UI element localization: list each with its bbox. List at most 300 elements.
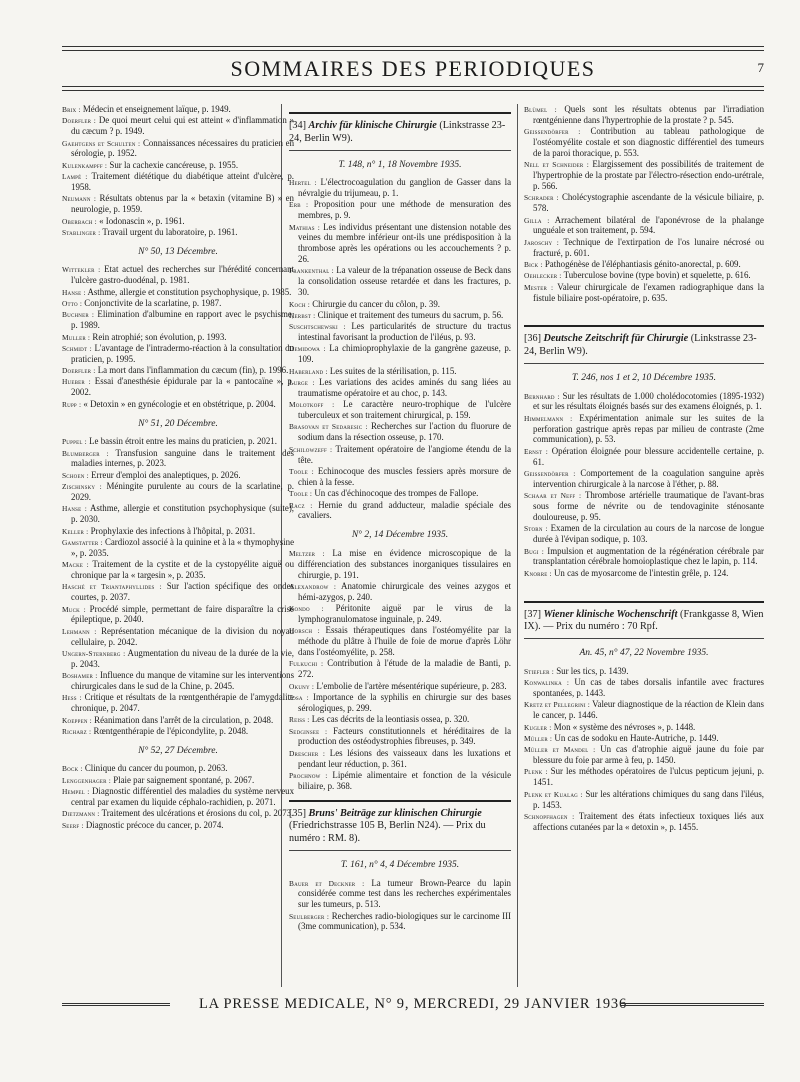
article-entry — [524, 270, 764, 281]
article-author: Bock : — [62, 764, 83, 774]
article-entry — [62, 692, 294, 714]
article-title: Lipémie alimentaire et fonction de la vésicule biliaire, p. 368. — [298, 769, 512, 791]
article-entry — [62, 503, 294, 525]
journal-number: [37] — [524, 608, 541, 620]
article-author: Lampé : — [62, 172, 88, 182]
article-entry — [524, 766, 764, 788]
journal-heading — [289, 800, 511, 851]
article-author: Okuny : — [289, 681, 315, 691]
article-author: Hempel : — [62, 787, 90, 797]
issue-heading: T. 148, n° 1, 18 Novembre 1935. — [338, 159, 462, 170]
article-entry — [524, 391, 764, 413]
footer-rule-right — [620, 1003, 764, 1006]
article-title: Péritonite aiguë par le virus de la lymphogranulomatose inguinale, p. 249. — [298, 603, 511, 624]
entry-list — [62, 763, 294, 830]
article-title: Traitement des ulcérations et érosions du col, p. 2073. — [101, 808, 294, 819]
article-entry — [289, 726, 511, 748]
page-number: 7 — [757, 60, 764, 75]
article-author: Doerfler : — [62, 116, 97, 126]
entry-list — [289, 177, 511, 521]
article-author: Koch : — [289, 299, 310, 309]
article-author: Mathias : — [289, 222, 320, 232]
article-title: Elargissement des possibilités de traitement de l'hypertrophie de la prostate par l'électro-résection endo-urétrale, p. 566. — [533, 159, 764, 192]
article-title: Les lésions des vaisseaux dans les luxations et pendant leur réduction, p. 361. — [298, 747, 512, 769]
article-author: Hasché et Triantaphyllides : — [62, 582, 162, 592]
article-entry — [524, 446, 764, 468]
article-author: Himmelmann : — [524, 413, 573, 423]
journal-address: (Frankgasse 8, Wien IX). — Prix du numéro : 70 Rpf. — [524, 608, 764, 633]
article-title: Sur les tics, p. 1439. — [556, 665, 629, 676]
article-author: Seulberger : — [289, 911, 330, 921]
article-title: Expérimentation animale sur les suites de la perforation gastrique après repas par milieu de contraste (2me communication), p. 53. — [533, 412, 764, 445]
article-entry — [62, 820, 294, 831]
article-author: Demidowa : — [289, 344, 326, 354]
article-entry — [524, 413, 764, 446]
article-entry — [62, 332, 294, 343]
article-title: Arrachement bilatéral de l'aponévrose de la phalange unguéale et son traitement, p. 594. — [533, 214, 764, 236]
article-title: Technique de l'extirpation de l'os lunaire nécrosé ou fracturé, p. 601. — [533, 236, 765, 258]
article-title: Le caractère neuro-trophique de l'ulcère tuberculeux et son traitement chirurgical, p. 159. — [298, 399, 511, 421]
article-entry — [62, 763, 294, 774]
article-entry — [62, 104, 294, 115]
article-entry — [524, 259, 764, 270]
article-author: Rupp : — [62, 399, 82, 409]
article-title: Thrombose artérielle traumatique de l'avant-bras sous forme de névrite ou de tendovaginite sténosante douloureuse, p. 95. — [533, 490, 764, 522]
article-author: Gamstatter : — [62, 537, 103, 547]
article-entry — [62, 581, 294, 603]
article-author: Meltzer : — [289, 548, 325, 558]
entry-list — [524, 391, 764, 579]
article-entry — [524, 699, 764, 721]
article-entry — [524, 237, 764, 259]
article-author: Alexandrow : — [289, 581, 337, 591]
article-title: « Detoxin » en gynécologie et en obstétrique, p. 2004. — [83, 398, 276, 409]
article-entry — [289, 878, 511, 911]
article-title: Un cas de myosarcome de l'intestin grêle, p. 124. — [554, 567, 729, 578]
entry-list — [62, 264, 294, 409]
column-divider-2 — [517, 104, 518, 987]
article-title: Impulsion et augmentation de la régénération cérébrale par transplantation cérébrale homoioplastique chez le lapin, p. 114. — [533, 545, 765, 567]
article-author: Muller : — [62, 332, 91, 342]
article-title: Elimination d'albumine en rapport avec le psychisme, p. 1989. — [71, 309, 295, 331]
article-author: Lurge : — [289, 378, 315, 388]
article-entry — [289, 321, 511, 343]
article-author: Gilla : — [524, 215, 550, 225]
article-author: Molotkoff : — [289, 400, 335, 410]
article-title: La chimioprophylaxie de la gangrène gazeuse, p. 109. — [298, 343, 512, 365]
article-title: Contribution au tableau pathologique de l'ostéomyélite costale et son diagnostic différentiel des tumeurs de la paroi thoracique, p. 553. — [533, 126, 764, 158]
article-entry — [289, 625, 511, 658]
article-title: Etat actuel des recherches sur l'hérédité concernant l'ulcère gastro-duodénal, p. 1981. — [71, 264, 294, 286]
article-author: Seerf : — [62, 820, 84, 830]
article-author: Nell et Schneider : — [524, 160, 589, 170]
article-entry — [62, 808, 294, 819]
article-entry — [524, 104, 764, 126]
article-title: Tuberculose bovine (type bovin) et squelette, p. 616. — [563, 270, 751, 281]
article-entry — [524, 192, 764, 214]
article-title: Résultats obtenus par la « betaxin (vitamine B) » en neurologie, p. 1959. — [71, 193, 294, 215]
header-top-rule-2 — [62, 50, 764, 51]
article-title: Valeur diagnostique de la réaction de Klein dans le cancer, p. 1446. — [533, 699, 764, 721]
article-title: Asthme, allergie et constitution psychophysique (suite), p. 2030. — [71, 503, 294, 525]
column-1 — [62, 104, 294, 831]
article-author: Koeppen : — [62, 715, 92, 725]
article-author: Bick : — [524, 260, 543, 270]
article-title: L'avantage de l'intradermo-réaction à la consultation du praticien, p. 1995. — [71, 342, 294, 364]
article-title: Sur les méthodes opératoires de l'ulcus pepticum jejuni, p. 1451. — [533, 766, 764, 788]
article-entry — [289, 548, 511, 581]
article-entry — [524, 744, 764, 766]
article-author: Oberbach : — [62, 216, 97, 226]
article-author: Brix : — [62, 105, 81, 114]
page-title: SOMMAIRES DES PERIODIQUES — [230, 56, 596, 81]
entry-list — [62, 436, 294, 737]
article-title: Anatomie chirurgicale des veines azygos et hémi-azygos, p. 240. — [298, 580, 511, 602]
article-title: Hernie du grand adducteur, maladie spéciale des cavaliers. — [298, 499, 511, 521]
article-author: Frankenthal : — [289, 266, 334, 276]
article-title: Traitement diététique du diabétique atteint d'ulcère, p. 1958. — [71, 171, 294, 193]
article-title: Prophylaxie des infections à l'hôpital, p. 2031. — [90, 525, 256, 536]
article-author: Boshamer : — [62, 671, 98, 681]
article-title: Sur la cachexie cancéreuse, p. 1955. — [109, 159, 239, 170]
article-entry — [289, 177, 511, 199]
article-entry — [289, 748, 511, 770]
article-author: Müller : — [524, 733, 553, 743]
header-bottom-rule — [62, 86, 764, 87]
article-author: Horsch : — [289, 626, 320, 636]
journal-name: Archiv für klinische Chirurgie — [308, 120, 437, 131]
article-author: Suschtschewski : — [289, 322, 346, 332]
article-title: Recherches sur l'action du fluorure de sodium dans la résection osseuse, p. 170. — [298, 421, 511, 443]
article-title: Pathogénèse de l'éléphantiasis génito-anorectal, p. 609. — [544, 259, 741, 270]
article-title: Les individus présentant une distension notable des veines du membre inférieur ont-ils une prédisposition à la thrombose après les opérations ou les accouchements ? p. 26. — [298, 221, 511, 265]
article-author: Toole : — [289, 466, 314, 476]
column-3 — [524, 104, 764, 833]
issue-heading: N° 52, 27 Décembre. — [138, 745, 218, 756]
journal-address: (Friedrichstrasse 105 B, Berlin N24). — Prix du numéro : RM. 8). — [289, 820, 486, 845]
article-author: Bugi : — [524, 546, 544, 556]
article-title: Cardiozol associé à la quinine et à la « thymophysine », p. 2035. — [71, 536, 295, 558]
article-author: Macke : — [62, 560, 89, 570]
article-author: Plenk : — [524, 767, 548, 777]
article-title: Travail urgent du laboratoire, p. 1961. — [102, 226, 238, 237]
article-author: Muck : — [62, 604, 86, 614]
article-title: Quels sont les résultats obtenus par l'irradiation rœntgénienne dans l'hypertrophie de la prostate ? p. 545. — [533, 104, 765, 125]
article-title: Mon « système des névroses », p. 1448. — [553, 721, 696, 732]
article-entry — [524, 523, 764, 545]
article-author: Racz : — [289, 500, 313, 510]
article-entry — [62, 786, 294, 808]
article-title: Un cas de tabes dorsalis infantile avec fractures spontanées, p. 1443. — [533, 677, 764, 698]
article-entry — [289, 770, 511, 792]
journal-address: (Linkstrasse 23-24, Berlin W9). — [289, 120, 506, 144]
article-author: Schmidt : — [62, 343, 92, 353]
article-title: Opération éloignée pour blessure accidentelle certaine, p. 61. — [533, 445, 764, 467]
article-entry — [289, 222, 511, 265]
article-title: « Iodonascin », p. 1961. — [99, 215, 185, 226]
article-author: Knorre : — [524, 568, 552, 578]
article-author: Jaroschy : — [524, 237, 560, 247]
article-author: Wittekler : — [62, 265, 101, 275]
column-2 — [289, 104, 511, 933]
article-title: Procédé simple, permettant de faire disparaître la crise épileptique, p. 2040. — [71, 603, 294, 625]
journal-name: Deutsche Zeitschrift für Chirurgie — [543, 333, 689, 345]
article-entry — [524, 789, 764, 811]
article-title: Sur les altérations chimiques du sang dans l'iléus, p. 1453. — [533, 788, 764, 810]
article-title: Un cas de sodoku en Haute-Autriche, p. 1449. — [554, 732, 719, 743]
article-entry — [289, 265, 511, 298]
journal-heading — [524, 325, 764, 364]
article-entry — [62, 309, 294, 331]
issue-heading: N° 51, 20 Décembre. — [138, 418, 218, 429]
journal-name: Wiener klinische Wochenschrift — [543, 608, 678, 620]
article-author: Oehlecker : — [524, 271, 562, 281]
article-title: La mise en évidence microscopique de la différenciation des substances inorganiques tissulaires en chirurgie, p. 191. — [298, 547, 511, 580]
article-author: Stiefler : — [524, 666, 555, 676]
article-author: Plenk et Kualag : — [524, 789, 583, 799]
article-entry — [62, 287, 294, 298]
article-title: La valeur de la trépanation osseuse de Beck dans la consolidation osseuse retardée et dans les fractures, p. 30. — [298, 265, 512, 298]
article-author: Brasovan et Sedaresic : — [289, 422, 368, 432]
article-entry — [62, 365, 294, 376]
article-entry — [62, 399, 294, 410]
article-author: Josa : — [289, 692, 309, 702]
article-entry — [289, 488, 511, 499]
article-title: Augmentation du niveau de la durée de la vie, p. 2043. — [71, 647, 294, 669]
article-author: Toole : — [289, 489, 313, 499]
article-author: Gaehtgens et Schulten : — [62, 138, 141, 148]
article-entry — [289, 377, 511, 399]
article-author: Puppel : — [62, 437, 87, 447]
article-author: Hertel : — [289, 178, 317, 188]
article-entry — [62, 470, 294, 481]
article-title: La tumeur Brown-Pearce du lapin considérée comme test dans les recherches expérimentales sur les tumeurs, p. 513. — [298, 877, 511, 910]
article-title: Proposition pour une méthode de mensuration des membres, p. 9. — [298, 199, 512, 221]
article-entry — [62, 559, 294, 581]
article-entry — [524, 490, 764, 523]
article-author: Lehmann : — [62, 626, 97, 636]
journal-address: (Linkstrasse 23-24, Berlin W9). — [524, 333, 757, 358]
article-author: Doerfler : — [62, 366, 96, 376]
article-entry — [524, 733, 764, 744]
entry-list — [62, 104, 294, 238]
article-title: Diagnostic précoce du cancer, p. 2074. — [85, 819, 224, 830]
article-entry — [289, 421, 511, 443]
entry-list — [289, 548, 511, 792]
article-entry — [289, 199, 511, 221]
article-author: Kretz et Pellegrini : — [524, 700, 591, 710]
article-title: Un cas d'échinocoque des trompes de Fallope. — [314, 488, 479, 499]
article-entry — [62, 216, 294, 227]
article-author: Keller : — [62, 526, 89, 536]
article-author: Konwalinka : — [524, 678, 570, 688]
article-author: Hanse : — [62, 504, 87, 514]
article-author: Storn : — [524, 524, 548, 534]
article-entry — [62, 227, 294, 238]
article-entry — [524, 126, 764, 159]
article-author: Ernst : — [524, 446, 549, 456]
article-entry — [62, 448, 294, 470]
article-title: Asthme, allergie et constitution psychophysique, p. 1985. — [87, 286, 292, 297]
article-title: Conjonctivite de la scarlatine, p. 1987. — [84, 297, 222, 308]
article-entry — [524, 811, 764, 833]
article-title: Echinocoque des muscles fessiers après morsure de chien à la fesse. — [298, 465, 511, 487]
article-entry — [62, 264, 294, 286]
article-entry — [62, 138, 294, 160]
article-title: Les variations des acides aminés du sang liées au traumatisme opératoire et au choc, p. 143. — [298, 377, 511, 398]
article-title: L'électrocoagulation du ganglion de Gasser dans la névralgie du trijumeau, p. 1. — [298, 177, 512, 198]
issue-heading: An. 45, n° 47, 22 Novembre 1935. — [579, 648, 709, 659]
article-entry — [524, 568, 764, 579]
article-entry — [524, 666, 764, 677]
article-author: Reiss : — [289, 715, 310, 725]
article-entry — [524, 468, 764, 490]
footer-title: LA PRESSE MEDICALE, N° 9, MERCREDI, 29 JANVIER 1936 — [198, 996, 628, 1012]
issue-heading: N° 2, 14 Décembre 1935. — [351, 530, 449, 541]
article-author: Lenggenhager : — [62, 775, 111, 785]
article-title: Contribution à l'étude de la maladie de Banti, p. 272. — [298, 658, 512, 680]
article-title: Traitement des états infectieux toxiques liés aux affections cutanées par la « detoxin », p. 1455. — [533, 810, 764, 832]
journal-name: Bruns' Beiträge zur klinischen Chirurgie — [308, 807, 482, 819]
article-entry — [62, 670, 294, 692]
article-author: Otto : — [62, 298, 83, 308]
article-title: Rœntgenthérapie de l'épicondylite, p. 2048. — [93, 725, 249, 736]
article-entry — [289, 310, 511, 321]
journal-heading — [289, 112, 511, 151]
article-entry — [62, 343, 294, 365]
article-entry — [289, 714, 511, 725]
article-title: Connaissances nécessaires du praticien en sérologie, p. 1952. — [71, 137, 295, 159]
article-title: Examen de la circulation au cours de la narcose de longue durée à l'évipan sodique, p. 103. — [533, 523, 765, 545]
article-entry — [62, 726, 294, 737]
journal-number: [36] — [524, 333, 541, 345]
article-author: Stablinger : — [62, 227, 101, 237]
article-title: Traitement de la cystite et de la cystopyélite aiguë ou chronique par la « targesin », p. 2035. — [71, 559, 295, 580]
article-author: Schrader : — [524, 193, 559, 203]
article-entry — [62, 775, 294, 786]
article-title: Influence du manque de vitamine sur les interventions chirurgicales dans le sud de la Chine, p. 2045. — [71, 670, 295, 692]
article-title: Comportement de la coagulation sanguine après intervention chirurgicale à la narcose à l'éther, p. 88. — [533, 468, 765, 489]
article-entry — [62, 648, 294, 670]
article-author: Bernhard : — [524, 391, 560, 401]
article-author: Sedginsee : — [289, 726, 328, 736]
article-author: Dietzmann : — [62, 809, 100, 819]
article-title: L'embolie de l'artère mésentérique supérieure, p. 283. — [316, 680, 507, 691]
article-author: Blümel : — [524, 105, 557, 114]
article-author: Neumann : — [62, 194, 97, 204]
article-entry — [62, 626, 294, 648]
article-title: De quoi meurt celui qui est atteint « d'inflammation » du cæcum ? p. 1949. — [71, 115, 294, 137]
article-title: Clinique et traitement des tumeurs du sacrum, p. 56. — [317, 309, 504, 320]
article-title: Valeur chirurgicale de l'examen radiographique dans la fistule biliaire post-opératoire, p. 635. — [533, 281, 765, 303]
article-title: Représentation mécanique de la division du noyau cellulaire, p. 2042. — [71, 625, 294, 647]
article-entry — [289, 500, 511, 522]
article-title: Médecin et enseignement laïque, p. 1949. — [82, 104, 231, 114]
article-entry — [524, 546, 764, 568]
article-author: Prochnow : — [289, 770, 328, 780]
article-title: Les suites de la stérilisation, p. 115. — [329, 365, 457, 376]
article-author: Hueber : — [62, 377, 91, 387]
issue-heading: T. 161, n° 4, 4 Décembre 1935. — [340, 859, 460, 870]
entry-list — [289, 878, 511, 933]
article-entry — [62, 160, 294, 171]
article-author: Blumberger : — [62, 448, 109, 458]
article-entry — [289, 366, 511, 377]
article-entry — [524, 722, 764, 733]
article-entry — [289, 466, 511, 488]
article-title: Essais thérapeutiques dans l'ostéomyélite par la méthode du plâtre à l'huile de foie de morue d'après Löhr dans l'ostéomyélite, p. 258. — [298, 625, 512, 658]
header-top-rule — [62, 46, 764, 47]
article-title: Rein atrophié; son évolution, p. 1993. — [92, 331, 227, 342]
article-author: Richarz : — [62, 726, 92, 736]
article-title: Réanimation dans l'arrêt de la circulation, p. 2048. — [94, 714, 274, 725]
article-author: Erb : — [289, 200, 309, 210]
article-entry — [62, 193, 294, 215]
journal-heading — [524, 601, 764, 640]
article-title: Clinique du cancer du poumon, p. 2063. — [84, 763, 228, 774]
article-author: Schnopfhagen : — [524, 811, 575, 821]
article-entry — [62, 481, 294, 503]
article-title: Importance de la syphilis en chirurgie sur des bases sérologiques, p. 299. — [298, 691, 512, 713]
article-entry — [524, 677, 764, 699]
article-entry — [289, 343, 511, 365]
article-title: Cholécystographie ascendante de la vésicule biliaire, p. 578. — [533, 192, 765, 214]
article-title: Essai d'anesthésie épidurale par la « pantocaïne », p. 2002. — [71, 376, 295, 398]
article-entry — [524, 159, 764, 192]
article-entry — [289, 399, 511, 421]
article-author: Schilowzeff : — [289, 444, 333, 454]
article-author: Geissendörfer : — [524, 469, 576, 479]
article-entry — [289, 692, 511, 714]
article-title: Critique et résultats de la rœntgenthérapie de l'amygdalite chronique, p. 2047. — [71, 692, 295, 714]
article-author: Fulkuchi : — [289, 659, 324, 669]
article-entry — [62, 436, 294, 447]
article-entry — [289, 658, 511, 680]
article-title: Sur l'action spécifique des ondes courtes, p. 2037. — [71, 581, 295, 603]
issue-heading: N° 50, 13 Décembre. — [138, 246, 218, 257]
article-author: Kondo : — [289, 604, 324, 614]
issue-heading: T. 246, nos 1 et 2, 10 Décembre 1935. — [571, 372, 717, 383]
header-bottom-rule-2 — [62, 90, 764, 91]
article-title: Traitement opératoire de l'angiome étendu de la tête. — [298, 443, 512, 465]
article-author: Kugler : — [524, 722, 552, 732]
article-entry — [62, 376, 294, 398]
article-entry — [62, 298, 294, 309]
article-title: La mort dans l'inflammation du cæcum (fin), p. 1996. — [97, 365, 289, 376]
article-author: Geissendörfer : — [524, 127, 581, 137]
article-entry — [62, 537, 294, 559]
article-author: Drescher : — [289, 748, 326, 758]
article-entry — [289, 581, 511, 603]
article-author: Zischinsky : — [62, 482, 102, 492]
article-entry — [289, 603, 511, 625]
article-author: Mester : — [524, 282, 554, 292]
article-entry — [289, 911, 511, 933]
article-entry — [289, 444, 511, 466]
article-title: Les particularités de structure du tractus intestinal favorisant la production de l'iléus, p. 93. — [298, 321, 511, 343]
article-author: Buchner : — [62, 310, 95, 320]
entry-list — [524, 666, 764, 833]
article-entry — [62, 115, 294, 137]
article-title: Facteurs constitutionnels et héréditaires de la production des ostéodystrophies fibreuses, p. 349. — [298, 725, 512, 747]
article-author: Schaar et Neff : — [524, 491, 582, 501]
article-entry — [62, 604, 294, 626]
article-title: Transfusion sanguine dans le traitement des maladies internes, p. 2023. — [71, 447, 294, 469]
article-entry — [62, 715, 294, 726]
article-title: Les cas décrits de la leontiasis ossea, p. 320. — [311, 714, 470, 725]
article-entry — [62, 171, 294, 193]
article-author: Haberland : — [289, 366, 328, 376]
